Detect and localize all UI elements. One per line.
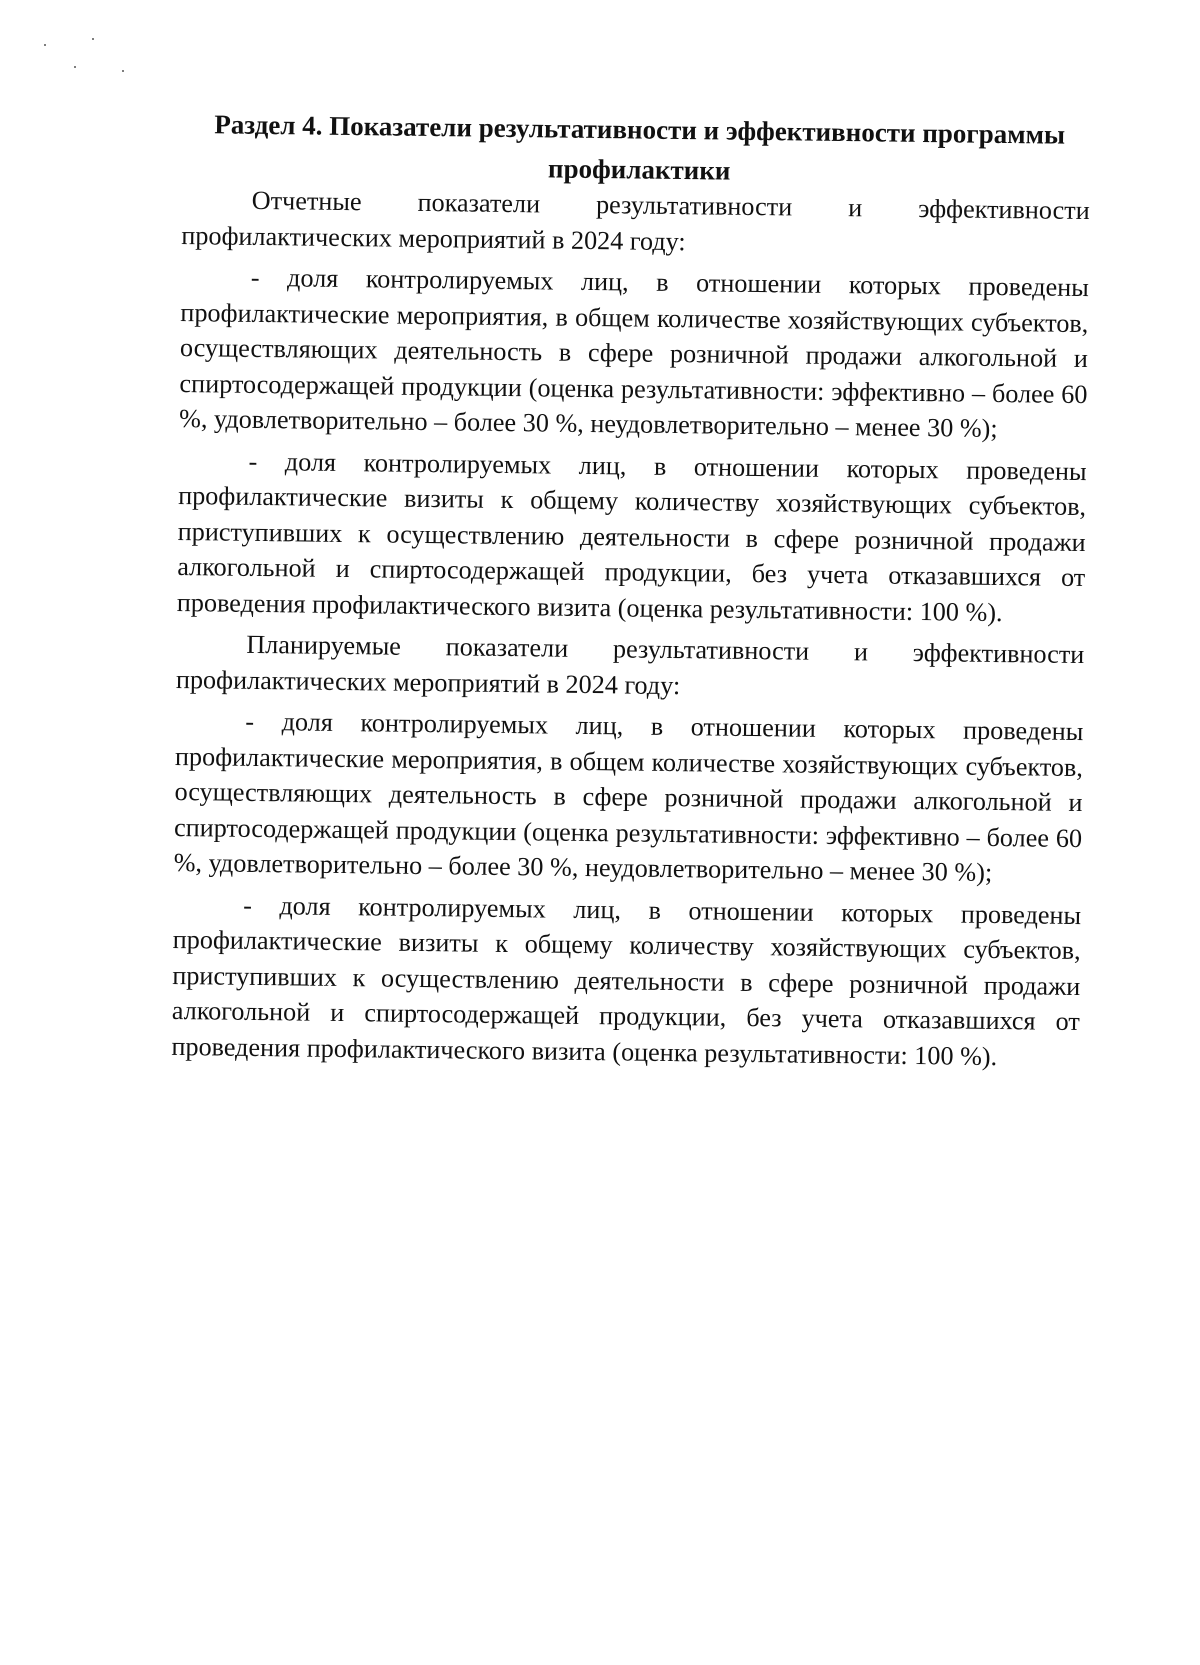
planned-indicator-item: - доля контролируемых лиц, в отношении которых проведены профилактические мероприятия, в общем количестве хозяйствующих субъектов, осуществляющих деятельность в сфере розничной продажи алкогольной и спиртосодержащей продукции (оценка результативности: эффективно – более 60 %, удовлетворительно – более 30 %, неудовлетворительно – менее 30 %); [173, 706, 1084, 887]
document-body [171, 182, 1090, 1075]
reported-indicator-item: - доля контролируемых лиц, в отношении которых проведены профилактические визиты к общему количеству хозяйствующих субъектов, приступивших к осуществлению деятельности в сфере розничной продажи алкогольной и спиртосодержащей продукции, без учета отказавшихся от проведения профилактического визита (оценка результативности: 100 %). [176, 446, 1087, 627]
scan-artifact [40, 30, 140, 80]
reported-indicator-item: - доля контролируемых лиц, в отношении которых проведены профилактические мероприятия, в общем количестве хозяйствующих субъектов, осуществляющих деятельность в сфере розничной продажи алкогольной и спиртосодержащей продукции (оценка результативности: эффективно – более 60 %, удовлетворительно – более 30 %, неудовлетворительно – менее 30 %); [178, 262, 1089, 443]
planned-indicators-intro: Планируемые показатели результативности и эффективности профилактических мероприятий в 2024 году: [175, 629, 1085, 700]
section-heading: Раздел 4. Показатели результативности и эффективности программы профилактики [214, 109, 1066, 186]
planned-indicator-item: - доля контролируемых лиц, в отношении которых проведены профилактические визиты к общему количеству хозяйствующих субъектов, приступивших к осуществлению деятельности в сфере розничной продажи алкогольной и спиртосодержащей продукции, без учета отказавшихся от проведения профилактического визита (оценка результативности: 100 %). [171, 890, 1082, 1071]
reported-indicators-intro: Отчетные показатели результативности и эффективности профилактических мероприятий в 2024 году: [181, 185, 1090, 256]
